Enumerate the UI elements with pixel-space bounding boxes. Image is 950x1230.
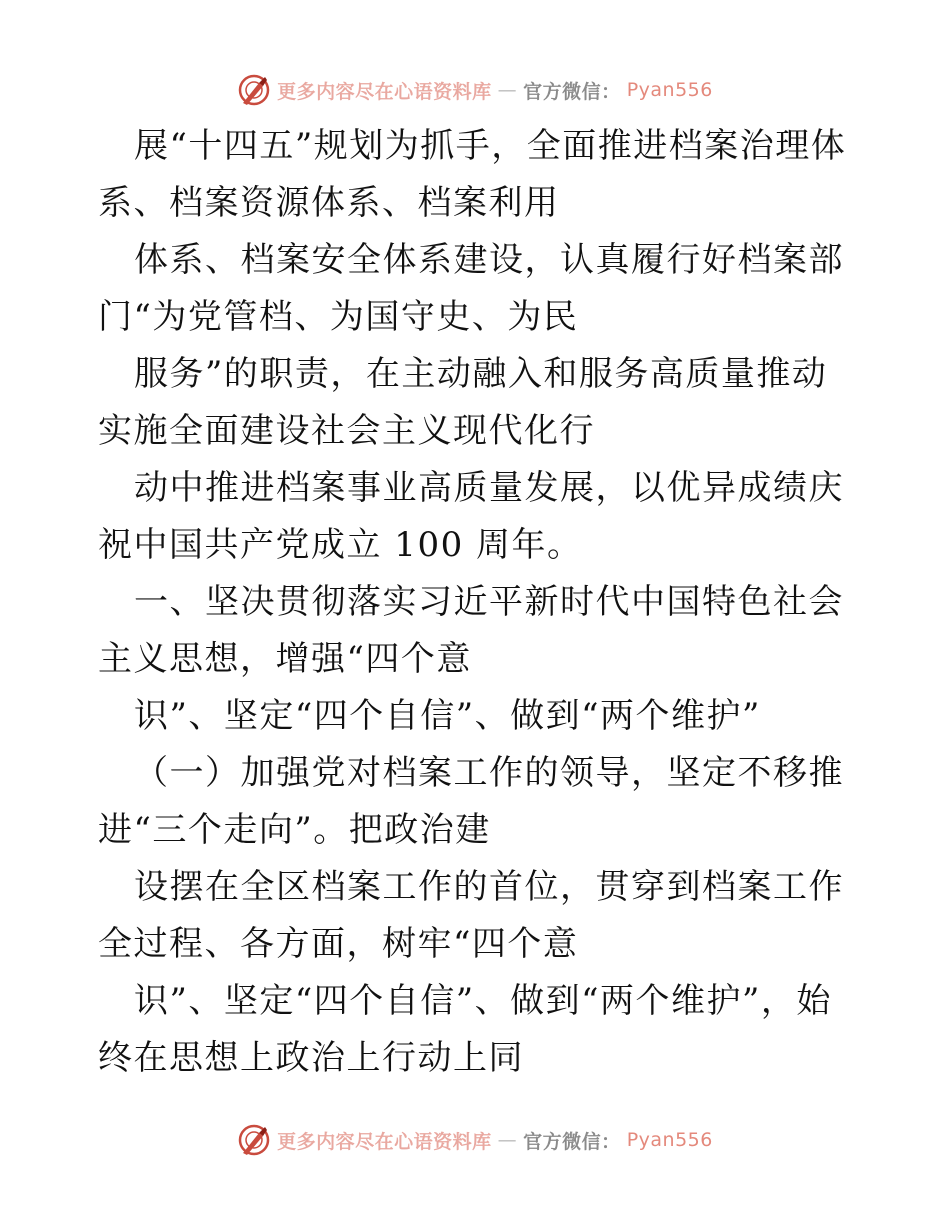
watermark-official-label: 官方微信：	[523, 80, 621, 103]
footer-watermark	[0, 1120, 950, 1160]
header-watermark	[0, 70, 950, 110]
paragraph: 设摆在全区档案工作的首位，贯穿到档案工作全过程、各方面，树牢“四个意	[98, 867, 844, 964]
section-heading-continued: 识”、坚定“四个自信”、做到“两个维护”	[134, 696, 761, 736]
paragraph: 动中推进档案事业高质量发展，以优异成绩庆祝中国共产党成立 100 周年。	[98, 468, 844, 565]
watermark-wechat-id: Pyan556	[626, 79, 713, 101]
watermark-text: 更多内容尽在心语资料库	[277, 80, 492, 103]
watermark-wechat-id: Pyan556	[626, 1129, 713, 1151]
watermark-dash: —	[497, 79, 518, 101]
section-heading: 一、坚决贯彻落实习近平新时代中国特色社会主义思想，增强“四个意	[98, 582, 844, 679]
subsection-paragraph: （一）加强党对档案工作的领导，坚定不移推进“三个走向”。把政治建	[98, 753, 844, 850]
paragraph: 体系、档案安全体系建设，认真履行好档案部门“为党管档、为国守史、为民	[98, 240, 844, 337]
document-body	[98, 118, 858, 1087]
paragraph: 识”、坚定“四个自信”、做到“两个维护”，始终在思想上政治上行动上同	[98, 981, 832, 1078]
watermark-dash: —	[497, 1129, 518, 1151]
paragraph: 服务”的职责，在主动融入和服务高质量推动实施全面建设社会主义现代化行	[98, 354, 828, 451]
watermark-official-label: 官方微信：	[523, 1130, 621, 1153]
pen-circle-logo-icon	[237, 1123, 271, 1157]
watermark-text: 更多内容尽在心语资料库	[277, 1130, 492, 1153]
paragraph: 展“十四五”规划为抓手，全面推进档案治理体系、档案资源体系、档案利用	[98, 126, 847, 223]
pen-circle-logo-icon	[237, 73, 271, 107]
